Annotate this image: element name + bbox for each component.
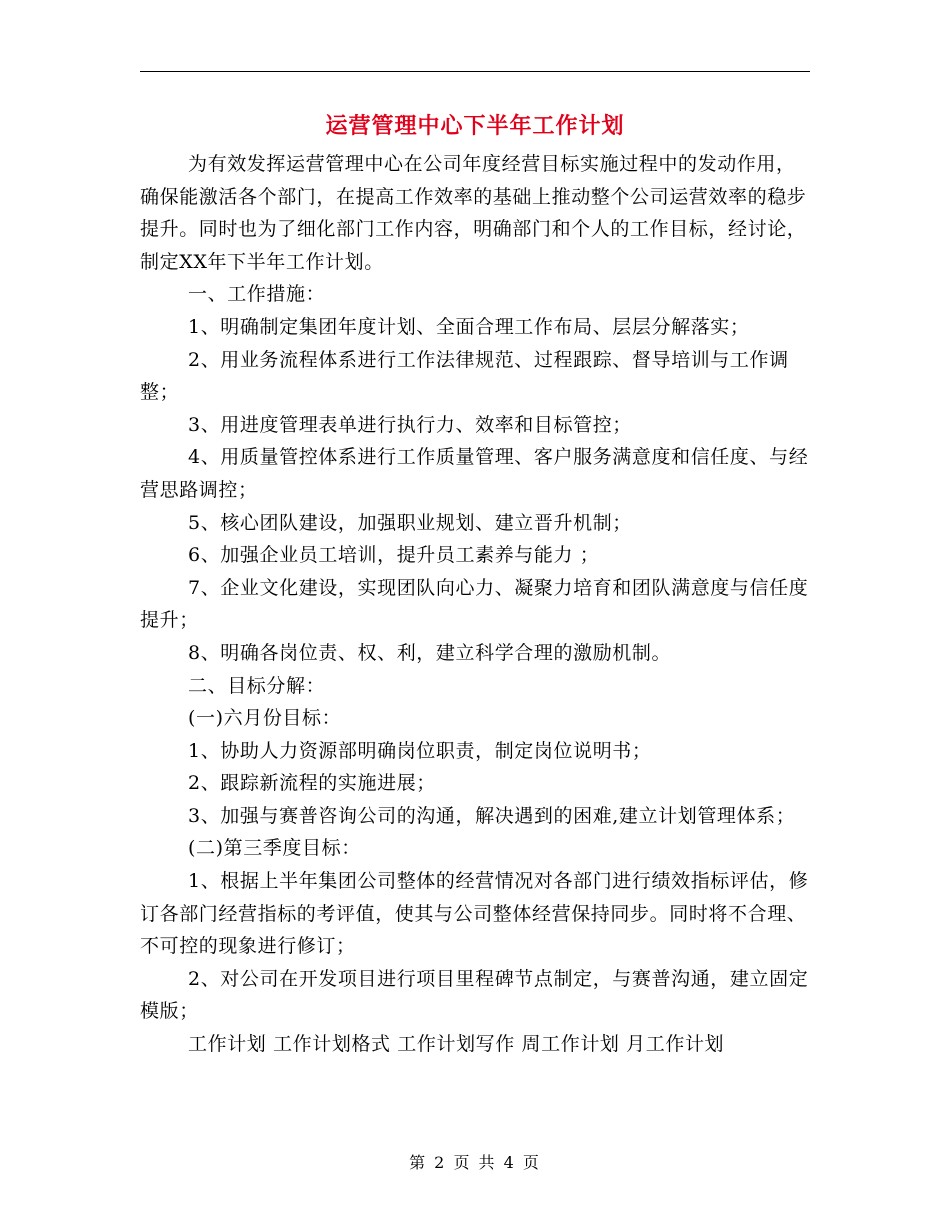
measure-item-2: 2、用业务流程体系进行工作法律规范、过程跟踪、督导培训与工作调整； <box>140 348 789 404</box>
subsection-june: (一)六月份目标： <box>188 707 342 730</box>
q3-item-1: 1、根据上半年集团公司整体的经营情况对各部门进行绩效指标评估，修订各部门经营指标的考评值，使其与公司整体经营保持同步。同时将不合理、不可控的现象进行修订； <box>140 870 809 958</box>
subsection-q3: (二)第三季度目标： <box>188 837 361 860</box>
document-title: 运营管理中心下半年工作计划 <box>325 113 625 139</box>
section-heading-measures: 一、工作措施： <box>188 283 326 306</box>
measure-item-1: 1、明确制定集团年度计划、全面合理工作布局、层层分解落实； <box>188 315 750 338</box>
measure-item-3: 3、用进度管理表单进行执行力、效率和目标管控； <box>188 413 632 436</box>
measure-item-5: 5、核心团队建设，加强职业规划、建立晋升机制； <box>188 511 632 534</box>
document-body <box>140 148 812 1061</box>
measure-item-8: 8、明确各岗位责、权、利，建立科学合理的激励机制。 <box>188 641 672 664</box>
keywords-line: 工作计划 工作计划格式 工作计划写作 周工作计划 月工作计划 <box>188 1033 725 1056</box>
header-rule <box>140 71 810 72</box>
june-item-3: 3、加强与赛普咨询公司的沟通，解决遇到的困难,建立计划管理体系； <box>188 804 796 827</box>
june-item-1: 1、协助人力资源部明确岗位职责，制定岗位说明书； <box>188 739 652 762</box>
page-number: 第 2 页 共 4 页 <box>409 1153 541 1172</box>
intro-paragraph: 为有效发挥运营管理中心在公司年度经营目标实施过程中的发动作用，确保能激活各个部门，在提高工作效率的基础上推动整个公司运营效率的稳步提升。同时也为了细化部门工作内容，明确部门和个人的工作目标，经讨论，制定XX年下半年工作计划。 <box>140 153 807 273</box>
measure-item-4: 4、用质量管控体系进行工作质量管理、客户服务满意度和信任度、与经营思路调控； <box>140 446 809 501</box>
measure-item-7: 7、企业文化建设，实现团队向心力、凝聚力培育和团队满意度与信任度提升； <box>140 576 809 632</box>
q3-item-2: 2、对公司在开发项目进行项目里程碑节点制定，与赛普沟通，建立固定模版； <box>140 967 809 1023</box>
measure-item-6: 6、加强企业员工培训，提升员工素养与能力 ； <box>188 544 600 567</box>
june-item-2: 2、跟踪新流程的实施进展； <box>188 772 436 795</box>
section-heading-targets: 二、目标分解： <box>188 674 326 697</box>
